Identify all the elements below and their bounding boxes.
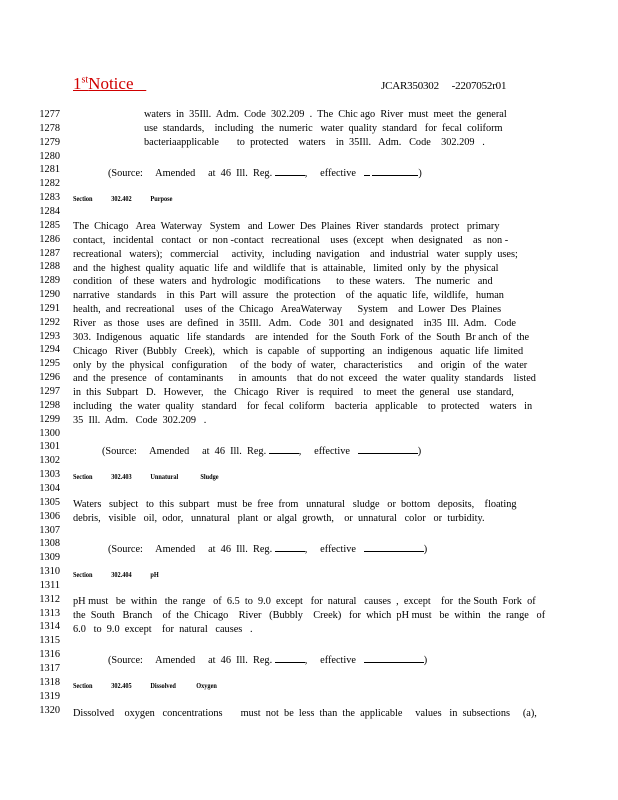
line-number: 1298 — [39, 399, 60, 411]
line-number: 1310 — [39, 566, 60, 578]
body-line: contact, incidental contact or non -contact recreational uses (except when designated as non - — [73, 234, 509, 246]
body-line: narrative standards in this Part will assure the protection of the aquatic life, wildlife, human — [73, 290, 504, 302]
source-note: (Source: Amended at 46 Ill. Reg. , effective ) — [102, 446, 422, 457]
line-number: 1288 — [39, 261, 60, 273]
line-number: 1293 — [39, 330, 60, 342]
body-line: condition of these waters and hydrologic modifications to these waters. The numeric and — [73, 276, 493, 288]
body-line: in this Subpart D. However, the Chicago River is required to meet the general use standard, — [73, 387, 514, 399]
line-number: 1311 — [39, 579, 60, 591]
line-number: 1313 — [39, 607, 60, 619]
line-number: 1315 — [39, 635, 60, 647]
line-number: 1287 — [39, 247, 60, 259]
body-line: The Chicago Area Waterway System and Lower Des Plaines River standards protect primary — [73, 221, 500, 232]
body-line: only by the physical configuration of the body of water, characteristics and origin of the water — [73, 359, 528, 371]
line-number: 1312 — [39, 593, 60, 605]
body-line: recreational waters); commercial activity, including navigation and industrial water supply uses; — [73, 248, 518, 260]
body-line: and the highest quality aquatic life and wildlife that is attainable, limited only by the physical — [73, 262, 499, 274]
notice-label: 1stNotice — [73, 74, 134, 93]
line-number: 1277 — [39, 109, 60, 120]
source-note: (Source: Amended at 46 Ill. Reg. , effective ) — [108, 655, 428, 666]
line-number: 1308 — [39, 538, 60, 550]
line-number: 1305 — [39, 496, 60, 508]
body-line: Chicago River (Bubbly Creek), which is capable of supporting an indigenous aquatic life limited — [73, 345, 524, 357]
body-line: 303. Indigenous aquatic life standards are intended for the South Fork of the South Br anch of the — [73, 331, 530, 343]
line-number: 1286 — [39, 233, 60, 245]
body-line: health, and recreational uses of the Chicago AreaWaterway System and Lower Des Plaines — [73, 304, 502, 316]
line-number: 1294 — [39, 344, 60, 356]
line-number: 1280 — [39, 150, 60, 162]
line-number: 1282 — [39, 178, 60, 190]
line-number: 1291 — [39, 302, 60, 314]
body-line: waters in 35Ill. Adm. Code 302.209 . The Chic ago River must meet the general — [144, 109, 507, 120]
line-number: 1289 — [39, 275, 60, 287]
line-number: 1306 — [39, 510, 60, 522]
line-number: 1303 — [39, 469, 60, 481]
line-number: 1292 — [39, 316, 60, 328]
line-number: 1296 — [39, 372, 60, 384]
line-number: 1320 — [39, 704, 60, 716]
line-number: 1290 — [39, 289, 60, 301]
line-number: 1302 — [39, 455, 60, 467]
line-number: 1299 — [39, 413, 60, 425]
line-number: 1301 — [39, 441, 60, 453]
body-line: bacteriaapplicable to protected waters in 35Ill. Adm. Code 302.209 . — [144, 137, 485, 148]
line-number: 1316 — [39, 649, 60, 661]
body-line: and the presence of contaminants in amounts that do not exceed the water quality standards listed — [73, 373, 536, 385]
line-number: 1278 — [39, 122, 60, 134]
body-line: use standards, including the numeric water quality standard for fecal coliform — [144, 123, 503, 134]
body-line: 6.0 to 9.0 except for natural causes . — [73, 624, 253, 635]
line-number: 1309 — [39, 552, 60, 564]
line-number: 1285 — [39, 219, 60, 231]
section-heading: Section 302.405 Dissolved Oxygen — [73, 681, 217, 690]
source-note: (Source: Amended at 46 Ill. Reg. , effective ) — [108, 544, 428, 555]
line-number: 1317 — [39, 663, 60, 674]
line-number: 1314 — [39, 621, 60, 633]
line-number: 1307 — [39, 524, 60, 536]
source-note: (Source: Amended at 46 Ill. Reg. , effective ) — [108, 168, 422, 179]
line-number: 1304 — [39, 482, 60, 494]
body-line: Waters subject to this subpart must be free from unnatural sludge or bottom deposits, floating — [73, 499, 517, 510]
line-number: 1295 — [39, 358, 60, 370]
section-heading: Section 302.402 Purpose — [73, 194, 173, 203]
line-number: 1284 — [39, 205, 60, 217]
body-line: including the water quality standard for fecal coliform bacteria applicable to protected waters in — [73, 401, 533, 413]
document-code: JCAR350302 -2207052r01 — [381, 80, 507, 92]
line-number: 1279 — [39, 136, 60, 148]
body-line: 35 Ill. Adm. Code 302.209 . — [73, 414, 207, 426]
body-line: the South Branch of the Chicago River (Bubbly Creek) for which pH must be within the range of — [73, 610, 546, 621]
body-line: debris, visible oil, odor, unnatural plant or algal growth, or unnatural color or turbidity. — [73, 513, 485, 524]
body-line: pH must be within the range of 6.5 to 9.0 except for natural causes , except for the South Fork of — [73, 596, 536, 607]
line-number: 1318 — [39, 676, 60, 688]
body-line: Dissolved oxygen concentrations must not be less than the applicable values in subsections (a), — [73, 708, 537, 719]
line-number: 1297 — [39, 386, 60, 397]
section-heading: Section 302.404 pH — [73, 570, 159, 579]
line-number: 1319 — [39, 690, 60, 702]
section-heading: Section 302.403 Unnatural Sludge — [73, 472, 219, 481]
body-line: River as those uses are defined in 35Ill. Adm. Code 301 and designated in35 Ill. Adm. Code — [73, 317, 516, 329]
line-number: 1281 — [39, 164, 60, 176]
line-number: 1283 — [39, 192, 60, 204]
line-number: 1300 — [39, 427, 60, 439]
